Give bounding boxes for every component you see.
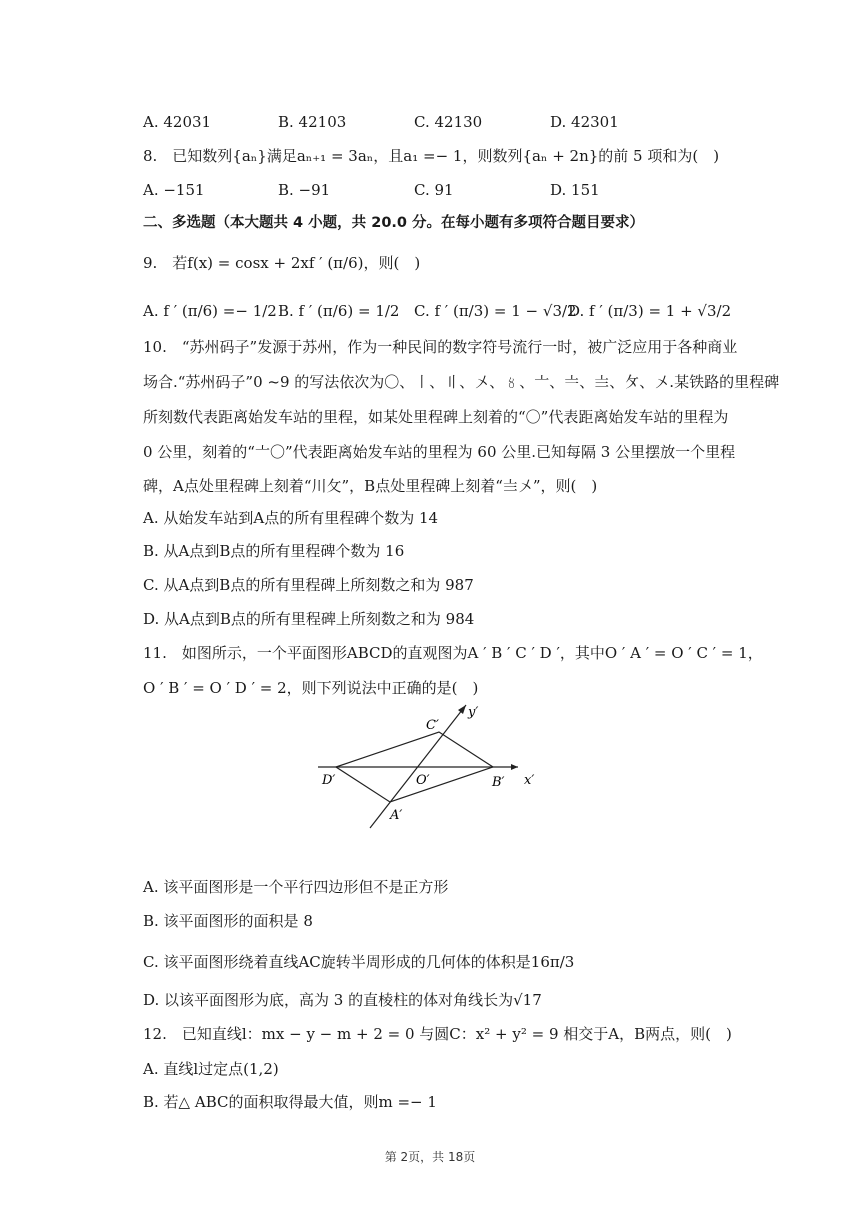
q7-option-c: C. 42130: [414, 113, 483, 131]
q7-option-a: A. 42031: [143, 113, 212, 131]
label-d: D′: [322, 773, 336, 788]
q12-stem: 12. 已知直线l：mx − y − m + 2 = 0 与圆C：x² + y² = 9 相交于A，B两点，则( ): [143, 1025, 732, 1043]
q10-option-a: A. 从始发车站到A点的所有里程碑个数为 14: [143, 509, 439, 527]
q8-option-b: B. −91: [278, 181, 331, 199]
q10-option-c: C. 从A点到B点的所有里程碑上所刻数之和为 987: [143, 576, 474, 594]
q10-line-5: 碑，A点处里程碑上刻着“川攵”，B点处里程碑上刻着“〨〤”，则( ): [143, 477, 598, 495]
q10-line-1: 10. “苏州码子”发源于苏州，作为一种民间的数字符号流行一时，被广泛应用于各种商业: [143, 338, 738, 356]
label-c: C′: [426, 718, 439, 733]
q7-option-b: B. 42103: [278, 113, 347, 131]
q10-line-2: 场合.“苏州码子”0 ~9 的写法依次为〇、〡、〢、〤、〥、〦、〧、〨、〩、〤.某铁路的里程碑: [143, 373, 780, 391]
q10-line-3: 所刻数代表距离始发车站的里程，如某处里程碑上刻着的“〇”代表距离始发车站的里程为: [143, 408, 729, 426]
q12-option-b: B. 若△ ABC的面积取得最大值，则m =− 1: [143, 1093, 437, 1111]
q8-option-a: A. −151: [143, 181, 205, 199]
q9-option-c: C. f ′ (π/3) = 1 − √3/2: [414, 302, 577, 320]
label-a: A′: [390, 808, 403, 823]
x-axis-arrow: [511, 764, 518, 770]
q11-option-c: C. 该平面图形绕着直线AC旋转半周形成的几何体的体积是16π/3: [143, 953, 575, 971]
q12-option-a: A. 直线l过定点(1,2): [143, 1060, 279, 1078]
page-footer: 第 2页，共 18页: [384, 1150, 476, 1164]
q7-option-d: D. 42301: [550, 113, 619, 131]
q8-option-c: C. 91: [414, 181, 454, 199]
q9-option-a: A. f ′ (π/6) =− 1/2: [143, 302, 277, 320]
q11-option-d: D. 以该平面图形为底，高为 3 的直棱柱的体对角线长为√17: [143, 991, 542, 1009]
label-x: x′: [524, 773, 535, 788]
label-b: B′: [492, 775, 505, 790]
geometry-figure: [318, 700, 548, 830]
q10-option-d: D. 从A点到B点的所有里程碑上所刻数之和为 984: [143, 610, 475, 628]
q9-stem: 9. 若f(x) = cosx + 2xf ′ (π/6)，则( ): [143, 254, 421, 272]
q8-stem: 8. 已知数列{aₙ}满足aₙ₊₁ = 3aₙ，且a₁ =− 1，则数列{aₙ + 2n}的前 5 项和为( ): [143, 147, 720, 165]
q9-option-d: D. f ′ (π/3) = 1 + √3/2: [568, 302, 732, 320]
q8-option-d: D. 151: [550, 181, 600, 199]
q10-option-b: B. 从A点到B点的所有里程碑个数为 16: [143, 542, 405, 560]
q11-line-1: 11. 如图所示，一个平面图形ABCD的直观图为A ′ B ′ C ′ D ′，其中O ′ A ′ = O ′ C ′ = 1，: [143, 644, 763, 662]
label-y: y′: [468, 705, 479, 720]
section-heading: 二、多选题（本大题共 4 小题，共 20.0 分。在每小题有多项符合题目要求）: [143, 215, 645, 231]
y-axis-arrow: [458, 705, 466, 714]
q11-option-b: B. 该平面图形的面积是 8: [143, 912, 313, 930]
label-o: O′: [416, 773, 430, 788]
q10-line-4: 0 公里，刻着的“〦〇”代表距离始发车站的里程为 60 公里.已知每隔 3 公里摆放一个里程: [143, 443, 736, 461]
q11-option-a: A. 该平面图形是一个平行四边形但不是正方形: [143, 878, 449, 896]
q9-option-b: B. f ′ (π/6) = 1/2: [278, 302, 400, 320]
q11-line-2: O ′ B ′ = O ′ D ′ = 2，则下列说法中正确的是( ): [143, 679, 479, 697]
